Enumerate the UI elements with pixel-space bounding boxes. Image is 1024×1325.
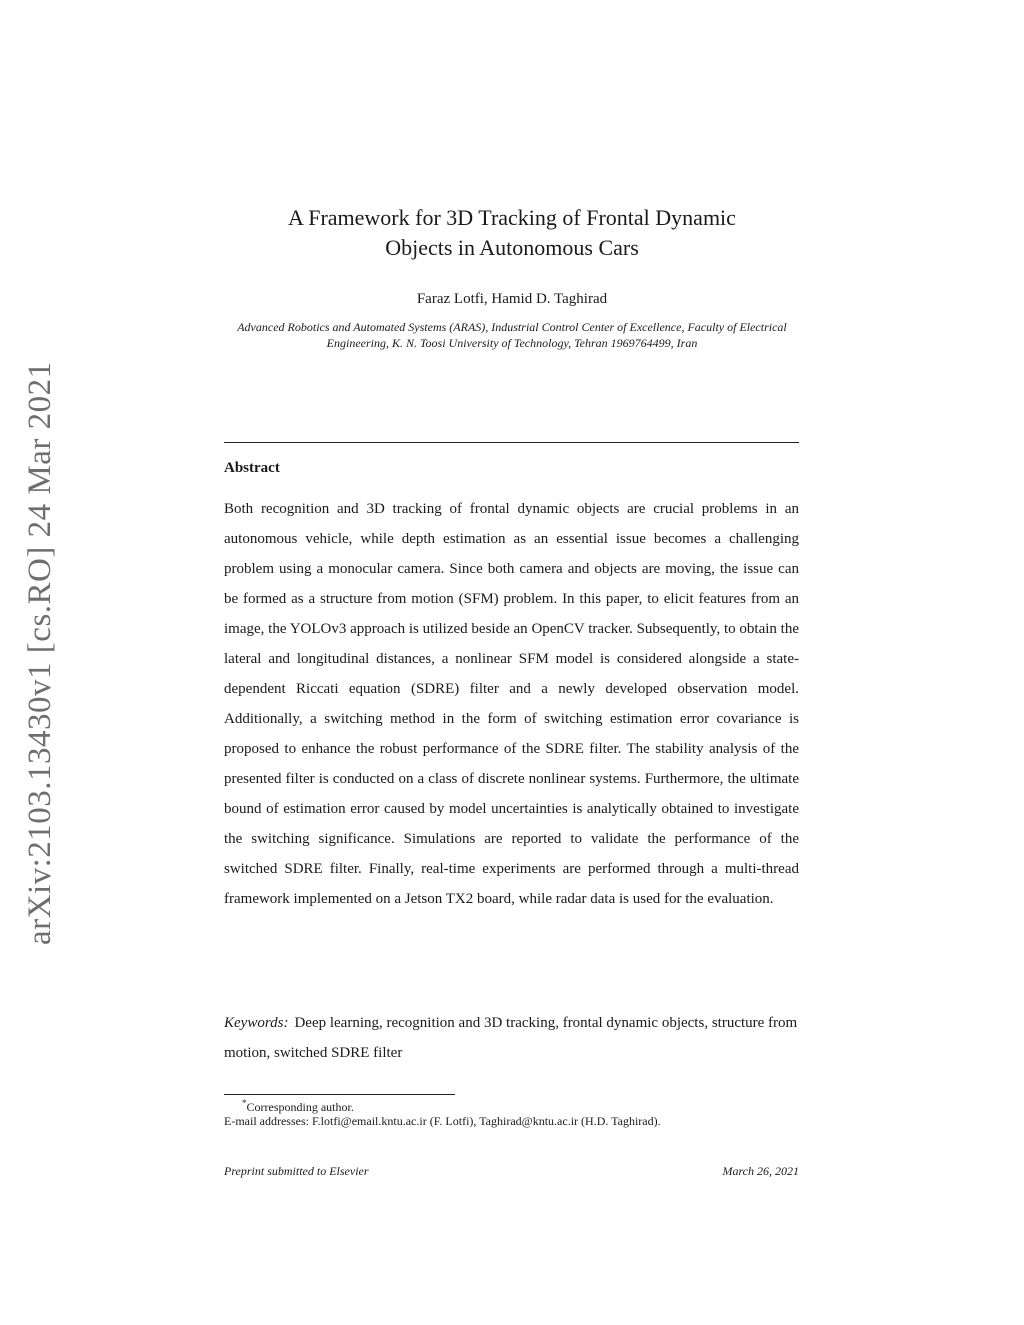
preprint-note: Preprint submitted to Elsevier: [224, 1164, 369, 1178]
abstract-text: Both recognition and 3D tracking of frontal dynamic objects are crucial problems in an autonomous vehicle, while depth estimation as an essential issue becomes a challenging problem using a monocular camera. Since both camera and objects are moving, the issue can be formed as a structure from motion (SFM) problem. In this paper, to elicit features from an image, the YOLOv3 approach is utilized beside an OpenCV tracker. Subsequently, to obtain the lateral and longitudinal distances, a nonlinear SFM model is considered alongside a state-dependent Riccati equation (SDRE) filter and a newly developed observation model. Additionally, a switching method in the form of switching estimation error covariance is proposed to enhance the robust performance of the SDRE filter. The stability analysis of the presented filter is conducted on a class of discrete nonlinear systems. Furthermore, the ultimate bound of estimation error caused by model uncertainties is analytically obtained to investigate the switching significance. Simulations are reported to validate the performance of the switched SDRE filter. Finally, real-time experiments are performed through a multi-thread framework implemented on a Jetson TX2 board, while radar data is used for the evaluation.: [224, 501, 799, 907]
paper-title: [230, 203, 794, 263]
footnote-corresponding-text: Corresponding author.: [246, 1100, 354, 1114]
keywords-label: Keywords:: [224, 1015, 289, 1031]
title-line-1: A Framework for 3D Tracking of Frontal Dynamic: [288, 205, 736, 230]
preprint-date: March 26, 2021: [722, 1164, 799, 1178]
affiliation: Advanced Robotics and Automated Systems (ARAS), Industrial Control Center of Excellence, Faculty of Electrical Engineering, K. N. Toosi University of Technology, Tehran 1969764499, Iran: [237, 320, 787, 350]
title-line-2: Objects in Autonomous Cars: [385, 235, 639, 260]
arxiv-identifier: arXiv:2103.13430v1 [cs.RO] 24 Mar 2021: [22, 361, 58, 945]
footnote-mark: *: [242, 1098, 247, 1108]
footnote-divider: [224, 1094, 455, 1095]
abstract-heading: Abstract: [224, 460, 280, 476]
keywords-list: Deep learning, recognition and 3D tracking, frontal dynamic objects, structure from motion, switched SDRE filter: [224, 1015, 798, 1061]
header-divider: [224, 442, 799, 443]
footnote-corresponding: [224, 1098, 842, 1115]
author-list: Faraz Lotfi, Hamid D. Taghirad: [416, 291, 608, 307]
footnote-emails: E-mail addresses: F.lotfi@email.kntu.ac.ir (F. Lotfi), Taghirad@kntu.ac.ir (H.D. Taghirad).: [224, 1114, 661, 1128]
keywords: [224, 1008, 799, 1068]
